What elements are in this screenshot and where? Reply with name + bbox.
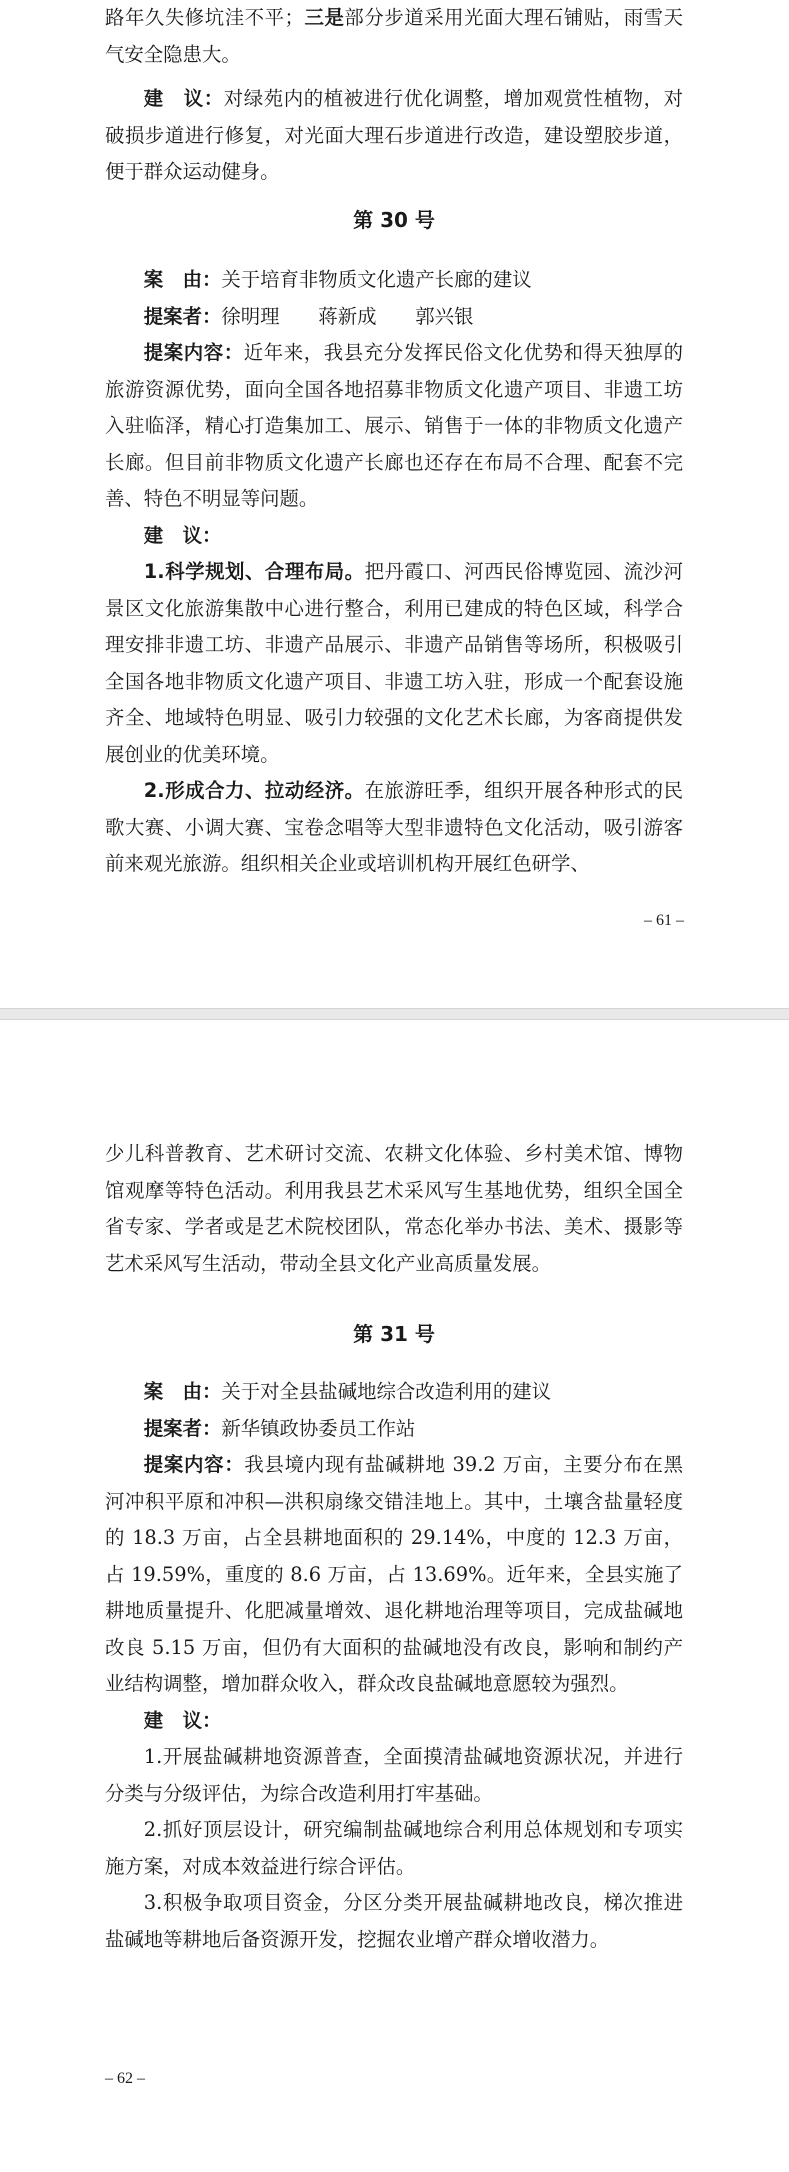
proposer-line [105,299,683,336]
page-62 [0,1020,789,2172]
suggestion-heading: 建 议： [143,523,222,547]
reason-label: 案 由： [143,268,222,291]
reason-label: 案 由： [143,1380,222,1403]
page-number: – 62 – [105,2070,145,2087]
proposal-31 [105,1318,683,1347]
suggestion-1: 1.开展盐碱耕地资源普查，全面摸清盐碱地资源状况，并进行分类与分级评估，为综合改造利用打牢基础。 [105,1745,683,1805]
proposal-30-body [105,262,683,883]
suggestion-heading: 建 议： [143,1708,222,1732]
proposal-title: 第 30 号 [353,208,435,232]
suggestion-1: 1.科学规划、合理布局。把丹霞口、河西民俗博览园、流沙河景区文化旅游集散中心进行整合，利用已建成的特色区域，科学合理安排非遗工坊、非遗产品展示、非遗产品销售等场所，积极吸引全国各地非物质文化遗产项目、非遗工坊入驻，形成一个配套设施齐全、地域特色明显、吸引力较强的文化艺术长廊，为客商提供发展创业的优美环境。 [105,560,684,766]
reason-text: 关于培育非物质文化遗产长廊的建议 [221,268,532,291]
proposal-title: 第 31 号 [353,1322,435,1346]
content-label: 提案内容： [143,341,244,364]
proposer-line [105,1411,683,1448]
content-label: 提案内容： [143,1453,245,1476]
reason-text: 关于对全县盐碱地综合改造利用的建议 [221,1380,551,1403]
continued-text [105,1136,683,1282]
prev-suggestion: 建 议：对绿苑内的植被进行优化调整，增加观赏性植物，对破损步道进行修复，对光面大理石步道进行改造，建设塑胶步道，便于群众运动健身。 [105,87,684,183]
reason-line [105,1374,683,1411]
suggestion-2: 2.形成合力、拉动经济。在旅游旺季，组织开展各种形式的民歌大赛、小调大赛、宝卷念唱等大型非遗特色文化活动，吸引游客前来观光旅游。组织相关企业或培训机构开展红色研学、 [105,779,684,875]
proposer-label: 提案者： [143,1416,222,1440]
proposer-text: 徐明理 蒋新成 郭兴银 [221,304,474,328]
prev-proposal-tail [105,0,683,191]
suggestion-2: 2.抓好顶层设计，研究编制盐碱地综合利用总体规划和专项实施方案，对成本效益进行综合评估。 [105,1818,683,1878]
continued-paragraph: 少儿科普教育、艺术研讨交流、农耕文化体验、乡村美术馆、博物馆观摩等特色活动。利用我县艺术采风写生基地优势，组织全国全省专家、学者或是艺术院校团队，常态化举办书法、美术、摄影等艺术采风写生活动，带动全县文化产业高质量发展。 [105,1142,683,1275]
suggestion-label: 建 议： [143,87,224,110]
proposal-30 [105,204,683,233]
suggestion-3: 3.积极争取项目资金，分区分类开展盐碱耕地改良，梯次推进盐碱地等耕地后备资源开发，挖掘农业增产群众增收潜力。 [105,1891,683,1951]
reason-line [105,262,683,299]
page-61 [0,0,789,1008]
proposal-31-body [105,1374,683,1958]
third-point-label: 三是 [303,6,345,29]
content-paragraph: 提案内容：我县境内现有盐碱耕地 39.2 万亩，主要分布在黑河冲积平原和冲积—洪积扇缘交错洼地上。其中，土壤含盐量轻度的 18.3 万亩，占全县耕地面积的 29.14%，中度的 12.3 万亩，占 19.59%，重度的 8.6 万亩，占 13.69%。近年来，全县实施了耕地质量提升、化肥减量增效、退化耕地治理等项目，完成盐碱地改良 5.15 万亩，但仍有大面积的盐碱地没有改良，影响和制约产业结构调整，增加群众收入，群众改良盐碱地意愿较为强烈。 [105,1453,683,1695]
intro-paragraph: 路年久失修坑洼不平；三是部分步道采用光面大理石铺贴，雨雪天气安全隐患大。 [105,6,684,66]
page-number: – 61 – [644,912,684,929]
proposer-text: 新华镇政协委员工作站 [221,1416,416,1440]
page-separator [0,1008,789,1020]
content-paragraph: 提案内容：近年来，我县充分发挥民俗文化优势和得天独厚的旅游资源优势，面向全国各地招募非物质文化遗产项目、非遗工坊入驻临泽，精心打造集加工、展示、销售于一体的非物质文化遗产长廊。但目前非物质文化遗产长廊也还存在布局不合理、配套不完善、特色不明显等问题。 [105,341,684,510]
proposer-label: 提案者： [143,304,222,328]
